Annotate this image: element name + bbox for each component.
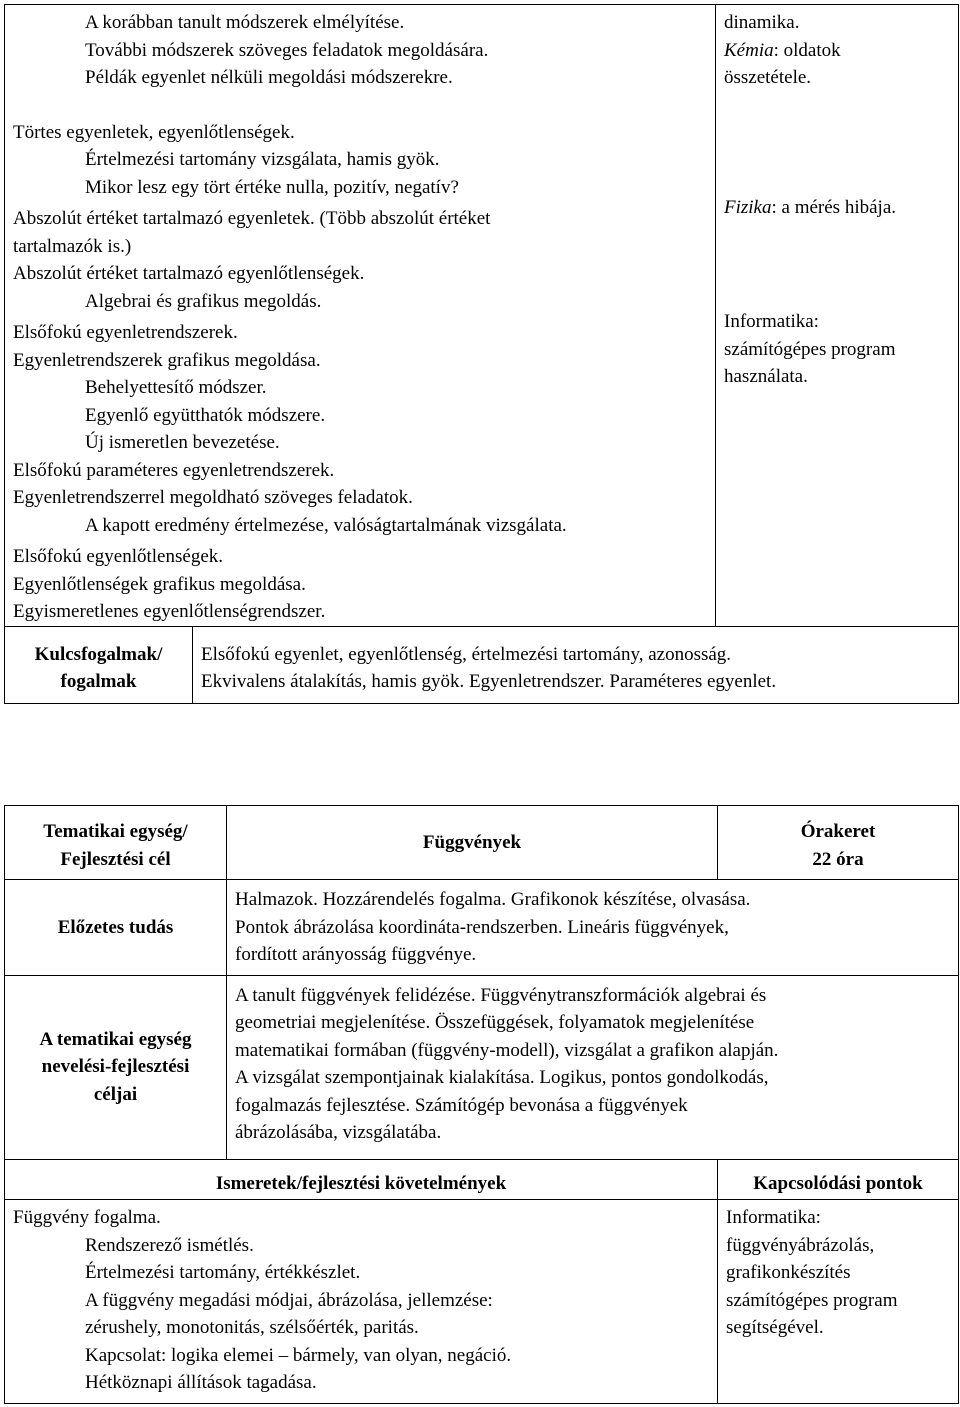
connection-text: számítógépes program — [726, 1289, 898, 1311]
prior-knowledge-text — [227, 880, 959, 976]
connection-kemia — [724, 37, 954, 65]
requirements-header: Ismeretek/fejlesztési követelmények — [5, 1159, 718, 1200]
text-line: További módszerek szöveges feladatok megoldására. — [85, 39, 489, 61]
text-line: geometriai megjelenítése. Összefüggések, folyamatok megjelenítése — [235, 1012, 755, 1033]
text-line: Halmazok. Hozzárendelés fogalma. Grafikonok készítése, olvasása. — [235, 889, 751, 910]
connection-text: grafikonkészítés — [726, 1262, 851, 1283]
label-line: Fejlesztési cél — [60, 848, 171, 870]
curriculum-table-functions — [4, 805, 959, 1404]
hours-label: Órakeret — [800, 821, 876, 842]
label-line: Tematikai egység/ — [43, 821, 188, 842]
text-line: Algebrai és grafikus megoldás. — [85, 290, 322, 312]
text-line: Egyenletrendszerrel megoldható szöveges feladatok. — [13, 487, 413, 508]
connection-points-cell — [718, 1200, 959, 1404]
text-line: matematikai formában (függvény-modell), vizsgálat a grafikon alapján. — [235, 1039, 779, 1061]
text-line: Abszolút értéket tartalmazó egyenlőtlenségek. — [13, 263, 365, 284]
key-concepts-line: Elsőfokú egyenlet, egyenlőtlenség, értelmezési tartomány, azonosság. — [201, 643, 732, 665]
key-concepts-line: Ekvivalens átalakítás, hamis gyök. Egyenletrendszer. Paraméteres egyenlet. — [201, 671, 777, 692]
goals-label — [5, 975, 227, 1159]
text-line: Egyismeretlenes egyenlőtlenségrendszer. — [13, 601, 326, 622]
text-line: A kapott eredmény értelmezése, valóságtartalmának vizsgálata. — [85, 514, 567, 536]
text-line: Példák egyenlet nélküli megoldási módszerekre. — [85, 67, 453, 88]
text-line: Abszolút értéket tartalmazó egyenletek. (Több abszolút értéket — [13, 208, 491, 229]
content-group — [13, 205, 711, 315]
text-line: fogalmazás fejlesztése. Számítógép bevonása a függvények — [235, 1094, 688, 1116]
subject-name: Informatika: — [726, 1207, 821, 1228]
connections-cell — [716, 5, 959, 627]
text-line: Értelmezési tartomány vizsgálata, hamis gyök. — [85, 149, 440, 170]
hours-value: 22 óra — [812, 848, 864, 870]
text-line: Hétköznapi állítások tagadása. — [85, 1372, 317, 1393]
text-line: Új ismeretlen bevezetése. — [85, 432, 280, 453]
curriculum-table-top — [4, 4, 959, 704]
connection-text: összetétele. — [724, 67, 812, 88]
label-line: fogalmak — [60, 671, 137, 692]
text-line: ábrázolásába, vizsgálatába. — [235, 1122, 442, 1143]
text-line: Rendszerező ismétlés. — [85, 1234, 254, 1256]
subject-name: Kémia — [724, 39, 774, 61]
text-line: Egyenlőtlenségek grafikus megoldása. — [13, 573, 306, 595]
text-line: A függvény megadási módjai, ábrázolása, jellemzése: — [85, 1289, 493, 1311]
text-line: Behelyettesítő módszer. — [85, 377, 267, 398]
goals-text — [227, 975, 959, 1159]
text-line: Törtes egyenletek, egyenlőtlenségek. — [13, 121, 295, 143]
text-line: A tanult függvények felidézése. Függvénytranszformációk algebrai és — [235, 984, 767, 1006]
connection-text: függvényábrázolás, — [726, 1234, 875, 1256]
text-line: A korábban tanult módszerek elmélyítése. — [85, 12, 405, 33]
connection-text: használata. — [724, 366, 808, 387]
label-line: nevelési-fejlesztési — [41, 1056, 190, 1078]
subject-name: Fizika — [724, 196, 772, 218]
prior-knowledge-label: Előzetes tudás — [5, 880, 227, 976]
text-line: Elsőfokú paraméteres egyenletrendszerek. — [13, 459, 335, 481]
unit-label — [5, 806, 227, 880]
content-group — [13, 319, 711, 539]
connection-fizika — [724, 194, 954, 222]
text-line: Elsőfokú egyenlőtlenségek. — [13, 546, 224, 567]
connection-text: : oldatok — [773, 39, 841, 61]
content-group — [13, 543, 711, 626]
subject-name: Informatika: — [724, 311, 819, 332]
label-line: Kulcsfogalmak/ — [34, 643, 163, 665]
hours-cell — [718, 806, 959, 880]
key-concepts-value — [193, 626, 959, 703]
text-line: Pontok ábrázolása koordináta-rendszerben. Lineáris függvények, — [235, 916, 729, 938]
connections-header: Kapcsolódási pontok — [718, 1159, 959, 1200]
key-concepts-label — [5, 626, 193, 703]
unit-title: Függvények — [227, 806, 718, 880]
content-group — [13, 119, 711, 202]
connection-text: segítségével. — [726, 1317, 824, 1338]
text-line: Kapcsolat: logika elemei – bármely, van olyan, negáció. — [85, 1344, 512, 1366]
text-line: Egyenlő együtthatók módszere. — [85, 404, 326, 426]
connection-text: : a mérés hibája. — [771, 196, 897, 218]
text-line: fordított arányosság függvénye. — [235, 944, 477, 965]
text-line: Függvény fogalma. — [13, 1207, 161, 1228]
label-line: A tematikai egység — [39, 1028, 192, 1050]
text-line: A vizsgálat szempontjainak kialakítása. Logikus, pontos gondolkodás, — [235, 1067, 769, 1088]
text-line: zérushely, monotonitás, szélsőérték, paritás. — [85, 1317, 419, 1338]
requirements-cell — [5, 1200, 718, 1404]
connection-text: dinamika. — [724, 12, 800, 33]
text-line: Elsőfokú egyenletrendszerek. — [13, 322, 238, 343]
text-line: tartalmazók is.) — [13, 235, 132, 257]
text-line: Egyenletrendszerek grafikus megoldása. — [13, 349, 321, 371]
connection-text: számítógépes program — [724, 338, 896, 360]
text-line: Értelmezési tartomány, értékkészlet. — [85, 1262, 361, 1283]
label-line: céljai — [93, 1083, 138, 1105]
content-group — [13, 9, 711, 92]
text-line: Mikor lesz egy tört értéke nulla, pozitív, negatív? — [85, 176, 459, 198]
content-cell — [5, 5, 716, 627]
